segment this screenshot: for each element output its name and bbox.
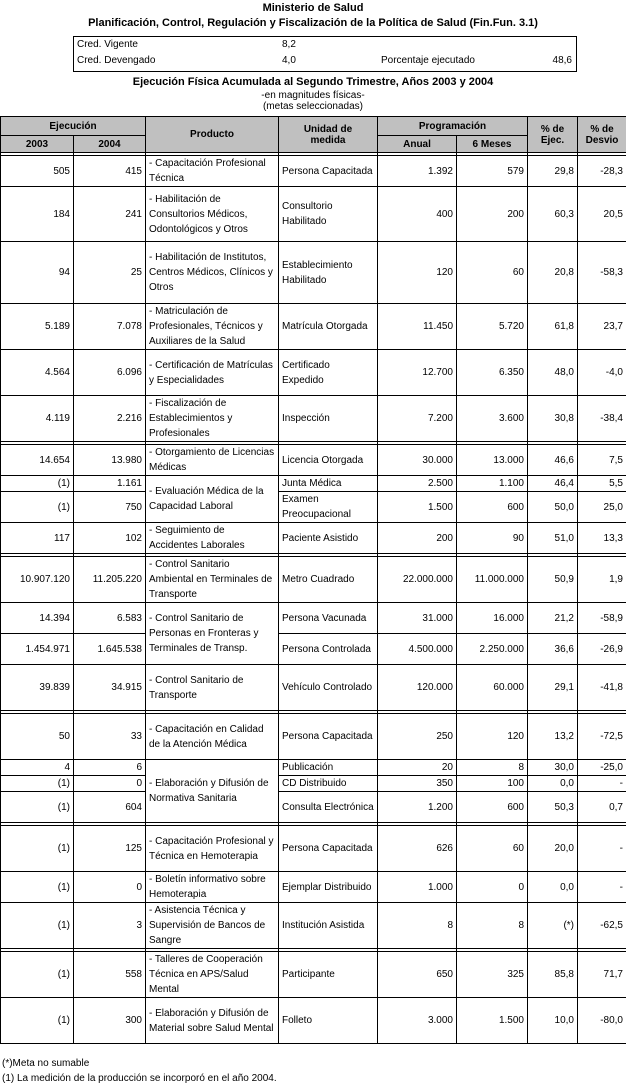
cell-pct-desvio: 23,7: [578, 304, 626, 350]
cell-unidad: Consultorio Habilitado: [279, 187, 378, 242]
table-row: [1, 792, 626, 823]
cell-2004: 33: [74, 714, 146, 760]
cell-pct-desvio: -41,8: [578, 665, 626, 711]
cell-2004: 6: [74, 760, 146, 776]
cell-2003: (1): [1, 492, 74, 523]
cell-unidad: Certificado Expedido: [279, 350, 378, 396]
cell-2003: (1): [1, 998, 74, 1044]
cell-unidad: Inspección: [279, 396, 378, 442]
cell-2003: 1.454.971: [1, 634, 74, 665]
cell-anual: 20: [378, 760, 457, 776]
cell-pct-desvio: -72,5: [578, 714, 626, 760]
cell-6-meses: 8: [457, 903, 528, 949]
cell-pct-ejec: 50,3: [528, 792, 578, 823]
cell-unidad: Metro Cuadrado: [279, 557, 378, 603]
cell-anual: 7.200: [378, 396, 457, 442]
cell-pct-ejec: 30,0: [528, 760, 578, 776]
cell-2004: 558: [74, 952, 146, 998]
cell-producto: - Boletín informativo sobre Hemoterapia: [146, 872, 279, 903]
cell-2004: 415: [74, 156, 146, 187]
table-body: [1, 153, 626, 1044]
cell-anual: 8: [378, 903, 457, 949]
cell-2003: 94: [1, 242, 74, 304]
cell-producto: - Control Sanitario Ambiental en Terminales de Transporte: [146, 557, 279, 603]
cell-2004: 25: [74, 242, 146, 304]
cell-6-meses: 600: [457, 792, 528, 823]
cell-unidad: Publicación: [279, 760, 378, 776]
cell-unidad: Persona Controlada: [279, 634, 378, 665]
header-2004: 2004: [74, 136, 146, 153]
cell-6-meses: 325: [457, 952, 528, 998]
cell-producto: - Control Sanitario de Personas en Fronteras y Terminales de Transp.: [146, 603, 279, 665]
cell-6-meses: 90: [457, 523, 528, 554]
cred-devengado-label: Cred. Devengado: [77, 55, 156, 66]
cell-pct-desvio: -: [578, 872, 626, 903]
cell-6-meses: 120: [457, 714, 528, 760]
cell-anual: 4.500.000: [378, 634, 457, 665]
cell-pct-ejec: 36,6: [528, 634, 578, 665]
cell-2004: 34.915: [74, 665, 146, 711]
cell-2004: 1.645.538: [74, 634, 146, 665]
cell-unidad: Junta Médica: [279, 476, 378, 492]
cell-6-meses: 60: [457, 242, 528, 304]
cell-pct-desvio: 1,9: [578, 557, 626, 603]
cell-6-meses: 1.500: [457, 998, 528, 1044]
cell-pct-ejec: 85,8: [528, 952, 578, 998]
table-row: [1, 872, 626, 903]
table-row: [1, 903, 626, 949]
table-row: [1, 445, 626, 476]
ministry-title: Ministerio de Salud: [262, 2, 364, 14]
cell-6-meses: 8: [457, 760, 528, 776]
cell-producto: - Certificación de Matrículas y Especialidades: [146, 350, 279, 396]
cell-anual: 3.000: [378, 998, 457, 1044]
cell-anual: 11.450: [378, 304, 457, 350]
cell-6-meses: 3.600: [457, 396, 528, 442]
cell-anual: 1.200: [378, 792, 457, 823]
cell-2003: 4: [1, 760, 74, 776]
cell-6-meses: 200: [457, 187, 528, 242]
footnote-medicion: (1) La medición de la producción se incorporó en el año 2004.: [2, 1073, 277, 1084]
cell-pct-desvio: 0,7: [578, 792, 626, 823]
cell-unidad: Participante: [279, 952, 378, 998]
table-row: [1, 714, 626, 760]
cell-pct-desvio: -25,0: [578, 760, 626, 776]
cell-pct-desvio: -28,3: [578, 156, 626, 187]
table-row: [1, 952, 626, 998]
header-6-meses: 6 Meses: [457, 136, 528, 153]
cell-pct-ejec: 10,0: [528, 998, 578, 1044]
cell-2004: 1.161: [74, 476, 146, 492]
cell-pct-ejec: 60,3: [528, 187, 578, 242]
cell-pct-ejec: 50,9: [528, 557, 578, 603]
cell-unidad: Matrícula Otorgada: [279, 304, 378, 350]
cell-2004: 102: [74, 523, 146, 554]
table-row: [1, 492, 626, 523]
porcentaje-value: 48,6: [552, 55, 572, 66]
cell-anual: 31.000: [378, 603, 457, 634]
cell-2004: 604: [74, 792, 146, 823]
cell-unidad: Persona Capacitada: [279, 714, 378, 760]
cell-pct-ejec: 29,8: [528, 156, 578, 187]
cell-6-meses: 2.250.000: [457, 634, 528, 665]
cell-6-meses: 13.000: [457, 445, 528, 476]
table-row: [1, 760, 626, 776]
table-row: [1, 665, 626, 711]
header-pct-ejec: % de Ejec.: [528, 117, 578, 153]
cred-vigente-value: 8,2: [282, 39, 296, 50]
cell-pct-ejec: 13,2: [528, 714, 578, 760]
table-row: [1, 156, 626, 187]
cell-anual: 22.000.000: [378, 557, 457, 603]
cell-pct-desvio: -80,0: [578, 998, 626, 1044]
cell-anual: 200: [378, 523, 457, 554]
cell-6-meses: 60: [457, 826, 528, 872]
cell-unidad: Establecimiento Habilitado: [279, 242, 378, 304]
cell-2003: (1): [1, 952, 74, 998]
cell-2003: 505: [1, 156, 74, 187]
cell-2004: 3: [74, 903, 146, 949]
cell-2004: 125: [74, 826, 146, 872]
cell-2004: 300: [74, 998, 146, 1044]
table-row: [1, 557, 626, 603]
cell-unidad: Ejemplar Distribuido: [279, 872, 378, 903]
cell-2003: 184: [1, 187, 74, 242]
cell-pct-desvio: -58,9: [578, 603, 626, 634]
header-anual: Anual: [378, 136, 457, 153]
cell-2004: 13.980: [74, 445, 146, 476]
header-producto: Producto: [146, 117, 279, 153]
cell-unidad: Persona Capacitada: [279, 156, 378, 187]
cell-producto: - Seguimiento de Accidentes Laborales: [146, 523, 279, 554]
cell-2003: (1): [1, 792, 74, 823]
cell-producto: - Elaboración y Difusión de Material sobre Salud Mental: [146, 998, 279, 1044]
cell-anual: 120.000: [378, 665, 457, 711]
cell-anual: 1.500: [378, 492, 457, 523]
cell-6-meses: 60.000: [457, 665, 528, 711]
cell-unidad: Paciente Asistido: [279, 523, 378, 554]
table-row: [1, 603, 626, 634]
header-pct-desvio: % de Desvio: [578, 117, 626, 153]
table-subtitle-2: (metas seleccionadas): [262, 101, 364, 112]
cell-producto: - Fiscalización de Establecimientos y Profesionales: [146, 396, 279, 442]
cell-pct-ejec: 61,8: [528, 304, 578, 350]
cell-pct-desvio: 20,5: [578, 187, 626, 242]
cell-2004: 0: [74, 776, 146, 792]
cell-2003: (1): [1, 826, 74, 872]
cell-unidad: Persona Capacitada: [279, 826, 378, 872]
header-ejecucion: Ejecución: [1, 117, 146, 136]
cell-anual: 120: [378, 242, 457, 304]
cell-2003: (1): [1, 476, 74, 492]
cell-2004: 6.096: [74, 350, 146, 396]
cell-2003: (1): [1, 776, 74, 792]
cell-2003: 10.907.120: [1, 557, 74, 603]
porcentaje-label: Porcentaje ejecutado: [381, 55, 475, 66]
cell-pct-desvio: -58,3: [578, 242, 626, 304]
table-row: [1, 476, 626, 492]
cell-pct-desvio: -26,9: [578, 634, 626, 665]
cell-anual: 350: [378, 776, 457, 792]
cell-unidad: Institución Asistida: [279, 903, 378, 949]
cell-2003: 4.119: [1, 396, 74, 442]
cell-pct-desvio: -62,5: [578, 903, 626, 949]
cell-2004: 241: [74, 187, 146, 242]
cell-pct-ejec: 0,0: [528, 872, 578, 903]
cell-6-meses: 5.720: [457, 304, 528, 350]
cell-producto: - Talleres de Cooperación Técnica en APS/Salud Mental: [146, 952, 279, 998]
cell-anual: 1.000: [378, 872, 457, 903]
credit-box: [73, 36, 577, 72]
cell-pct-ejec: 29,1: [528, 665, 578, 711]
cell-pct-ejec: 46,4: [528, 476, 578, 492]
cell-anual: 12.700: [378, 350, 457, 396]
cell-pct-ejec: 0,0: [528, 776, 578, 792]
cell-pct-desvio: -: [578, 826, 626, 872]
cell-unidad: Examen Preocupacional: [279, 492, 378, 523]
cell-2003: 14.394: [1, 603, 74, 634]
table-row: [1, 634, 626, 665]
cell-6-meses: 1.100: [457, 476, 528, 492]
cell-pct-desvio: -: [578, 776, 626, 792]
cell-pct-ejec: 46,6: [528, 445, 578, 476]
cell-2003: (1): [1, 903, 74, 949]
cell-pct-ejec: 50,0: [528, 492, 578, 523]
cell-pct-ejec: 30,8: [528, 396, 578, 442]
cell-producto: - Control Sanitario de Transporte: [146, 665, 279, 711]
cell-producto: - Habilitación de Consultorios Médicos, Odontológicos y Otros: [146, 187, 279, 242]
table-row: [1, 396, 626, 442]
header-2003: 2003: [1, 136, 74, 153]
cell-pct-ejec: 21,2: [528, 603, 578, 634]
cell-producto: - Capacitación Profesional y Técnica en Hemoterapia: [146, 826, 279, 872]
cell-2003: 39.839: [1, 665, 74, 711]
cell-pct-desvio: 13,3: [578, 523, 626, 554]
cell-pct-desvio: 25,0: [578, 492, 626, 523]
cell-producto: - Habilitación de Institutos, Centros Médicos, Clínicos y Otros: [146, 242, 279, 304]
cell-2003: 14.654: [1, 445, 74, 476]
cell-2003: 50: [1, 714, 74, 760]
cell-2003: 4.564: [1, 350, 74, 396]
cred-vigente-label: Cred. Vigente: [77, 39, 138, 50]
cell-2004: 6.583: [74, 603, 146, 634]
table-subtitle-1: -en magnitudes físicas-: [261, 90, 365, 101]
cell-unidad: Licencia Otorgada: [279, 445, 378, 476]
cell-pct-ejec: 51,0: [528, 523, 578, 554]
cell-pct-desvio: -4,0: [578, 350, 626, 396]
cell-pct-desvio: 5,5: [578, 476, 626, 492]
cell-anual: 250: [378, 714, 457, 760]
cell-2003: 117: [1, 523, 74, 554]
table-row: [1, 350, 626, 396]
cell-unidad: Persona Vacunada: [279, 603, 378, 634]
cred-devengado-value: 4,0: [282, 55, 296, 66]
cell-anual: 626: [378, 826, 457, 872]
cell-producto: - Capacitación Profesional Técnica: [146, 156, 279, 187]
cell-producto: - Capacitación en Calidad de la Atención Médica: [146, 714, 279, 760]
cell-producto: - Otorgamiento de Licencias Médicas: [146, 445, 279, 476]
cell-2004: 2.216: [74, 396, 146, 442]
cell-2004: 0: [74, 872, 146, 903]
cell-pct-desvio: 71,7: [578, 952, 626, 998]
cell-pct-ejec: 20,8: [528, 242, 578, 304]
cell-2003: 5.189: [1, 304, 74, 350]
cell-2004: 7.078: [74, 304, 146, 350]
cell-unidad: CD Distribuido: [279, 776, 378, 792]
cell-pct-ejec: 20,0: [528, 826, 578, 872]
execution-table: [0, 116, 626, 1044]
cell-anual: 1.392: [378, 156, 457, 187]
cell-6-meses: 600: [457, 492, 528, 523]
cell-anual: 650: [378, 952, 457, 998]
cell-unidad: Consulta Electrónica: [279, 792, 378, 823]
footnote-meta: (*)Meta no sumable: [2, 1058, 90, 1069]
cell-pct-ejec: 48,0: [528, 350, 578, 396]
table-row: [1, 776, 626, 792]
header-programacion: Programación: [378, 117, 528, 136]
cell-anual: 400: [378, 187, 457, 242]
table-title: Ejecución Física Acumulada al Segundo Trimestre, Años 2003 y 2004: [132, 76, 494, 88]
cell-2004: 750: [74, 492, 146, 523]
cell-6-meses: 16.000: [457, 603, 528, 634]
table-row: [1, 187, 626, 242]
cell-6-meses: 0: [457, 872, 528, 903]
cell-anual: 2.500: [378, 476, 457, 492]
header-unidad: Unidad de medida: [279, 117, 378, 153]
table-row: [1, 826, 626, 872]
program-title: Planificación, Control, Regulación y Fiscalización de la Política de Salud (Fin.Fun. 3.1): [88, 17, 538, 29]
table-row: [1, 242, 626, 304]
cell-producto: - Asistencia Técnica y Supervisión de Bancos de Sangre: [146, 903, 279, 949]
cell-producto: - Evaluación Médica de la Capacidad Laboral: [146, 476, 279, 523]
cell-unidad: Vehículo Controlado: [279, 665, 378, 711]
cell-anual: 30.000: [378, 445, 457, 476]
cell-producto: - Elaboración y Difusión de Normativa Sanitaria: [146, 760, 279, 823]
cell-2003: (1): [1, 872, 74, 903]
cell-6-meses: 11.000.000: [457, 557, 528, 603]
cell-6-meses: 579: [457, 156, 528, 187]
cell-unidad: Folleto: [279, 998, 378, 1044]
cell-pct-desvio: -38,4: [578, 396, 626, 442]
cell-producto: - Matriculación de Profesionales, Técnicos y Auxiliares de la Salud: [146, 304, 279, 350]
cell-6-meses: 100: [457, 776, 528, 792]
cell-2004: 11.205.220: [74, 557, 146, 603]
cell-pct-desvio: 7,5: [578, 445, 626, 476]
table-row: [1, 304, 626, 350]
table-row: [1, 523, 626, 554]
cell-6-meses: 6.350: [457, 350, 528, 396]
table-row: [1, 998, 626, 1044]
cell-pct-ejec: (*): [528, 903, 578, 949]
